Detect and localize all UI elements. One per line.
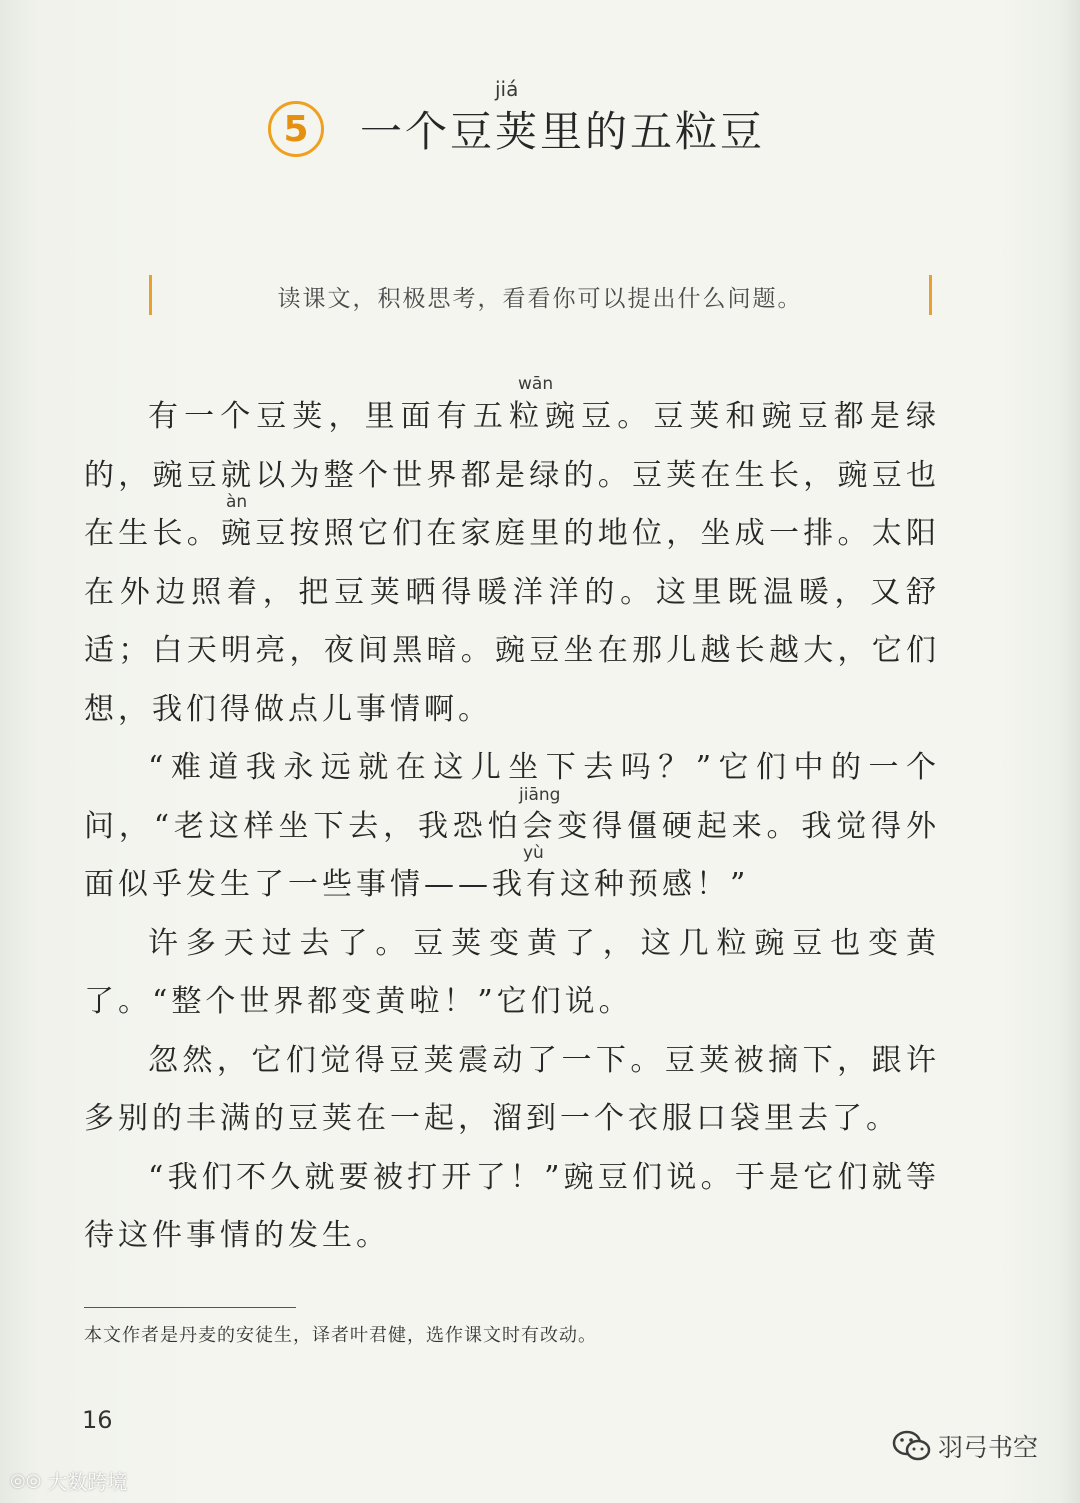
pinyin-wan: wān <box>518 374 554 394</box>
watermark-left-text: 大数跨境 <box>47 1470 128 1494</box>
footnote-divider <box>84 1307 296 1308</box>
prompt-left-bar <box>149 275 152 315</box>
paragraph: “难道我永远就在这儿坐下去吗？”它们中的一个问，“老这样坐下去，我恐怕会变得僵硬起来。我觉得外面似乎发生了一些事情——我有这种预感！” <box>84 750 940 902</box>
lesson-header <box>268 96 765 162</box>
wechat-icon <box>892 1430 932 1462</box>
watermark-left <box>10 1466 127 1495</box>
lesson-title-text: 一个豆荚里的五粒豆 <box>360 107 766 156</box>
lesson-body <box>84 388 940 1266</box>
paragraph: 许多天过去了。豆荚变黄了，这几粒豌豆也变黄了。“整个世界都变黄啦！”它们说。 <box>84 925 940 1019</box>
watermark-right-text: 羽弓书空 <box>938 1433 1039 1462</box>
page-number: 16 <box>82 1406 113 1434</box>
lesson-number-badge: 5 <box>268 101 324 157</box>
lesson-title <box>360 99 765 159</box>
title-pinyin: jiá <box>495 77 519 101</box>
paragraph: 有一个豆荚，里面有五粒豌豆。豆荚和豌豆都是绿的，豌豆就以为整个世界都是绿的。豆荚在生长，豌豆也在生长。豌豆按照它们在家庭里的地位，坐成一排。太阳在外边照着，把豆荚晒得暖洋洋的。这里既温暖，又舒适；白天明亮，夜间黑暗。豌豆坐在那儿越长越大，它们想，我们得做点儿事情啊。 <box>84 399 940 727</box>
reading-prompt: 读课文，积极思考，看看你可以提出什么问题。 <box>277 286 803 312</box>
paragraph: “我们不久就要被打开了！”豌豆们说。于是它们就等待这件事情的发生。 <box>84 1159 940 1253</box>
pinyin-an: àn <box>226 492 248 512</box>
pinyin-jiang: jiāng <box>519 785 561 805</box>
logo-icon: ◎◎ <box>10 1470 42 1491</box>
paragraph: 忽然，它们觉得豆荚震动了一下。豆荚被摘下，跟许多别的丰满的豆荚在一起，溜到一个衣服口袋里去了。 <box>84 1042 940 1136</box>
footnote: 本文作者是丹麦的安徒生，译者叶君健，选作课文时有改动。 <box>84 1325 597 1346</box>
pinyin-yu: yù <box>523 843 544 863</box>
watermark-right <box>892 1428 1038 1464</box>
prompt-right-bar <box>929 275 932 315</box>
